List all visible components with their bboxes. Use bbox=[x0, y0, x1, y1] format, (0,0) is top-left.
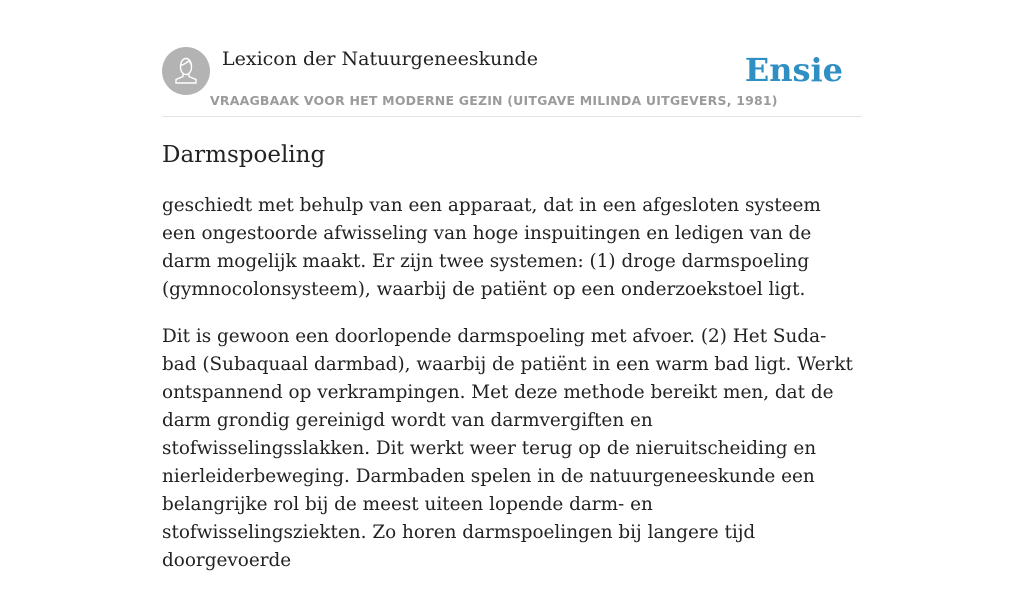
entry-paragraph: Dit is gewoon een doorlopende darmspoeling met afvoer. (2) Het Suda-bad (Subaquaal darmbad), waarbij de patiënt in een warm bad ligt. Werkt ontspannend op verkrampingen. Met deze methode bereikt men, dat de darm grondig gereinigd wordt van darmvergiften en stofwisselingsslakken. Dit werkt weer terug op de nieruitscheiding en nierleiderbeweging. Darmbaden spelen in de natuurgeneeskunde een belangrijke rol bij de meest uiteen lopende darm- en stofwisselingsziekten. Zo horen darmspoelingen bij langere tijd doorgevoerde bbox=[162, 326, 853, 571]
entry-body bbox=[162, 192, 860, 594]
ensie-logo[interactable]: Ensie bbox=[744, 51, 843, 89]
user-placeholder-icon[interactable] bbox=[162, 47, 210, 95]
book-subtitle: VRAAGBAAK VOOR HET MODERNE GEZIN (UITGAVE MILINDA UITGEVERS, 1981) bbox=[210, 93, 778, 108]
entry-paragraph: geschiedt met behulp van een apparaat, dat in een afgesloten systeem een ongestoorde afwisseling van hoge inspuitingen en ledigen van de darm mogelijk maakt. Er zijn twee systemen: (1) droge darmspoeling (gymnocolonsysteem), waarbij de patiënt op een onderzoekstoel ligt. bbox=[162, 195, 821, 300]
book-header bbox=[162, 47, 862, 117]
entry-title: Darmspoeling bbox=[162, 142, 326, 168]
book-title[interactable]: Lexicon der Natuurgeneeskunde bbox=[222, 48, 538, 70]
